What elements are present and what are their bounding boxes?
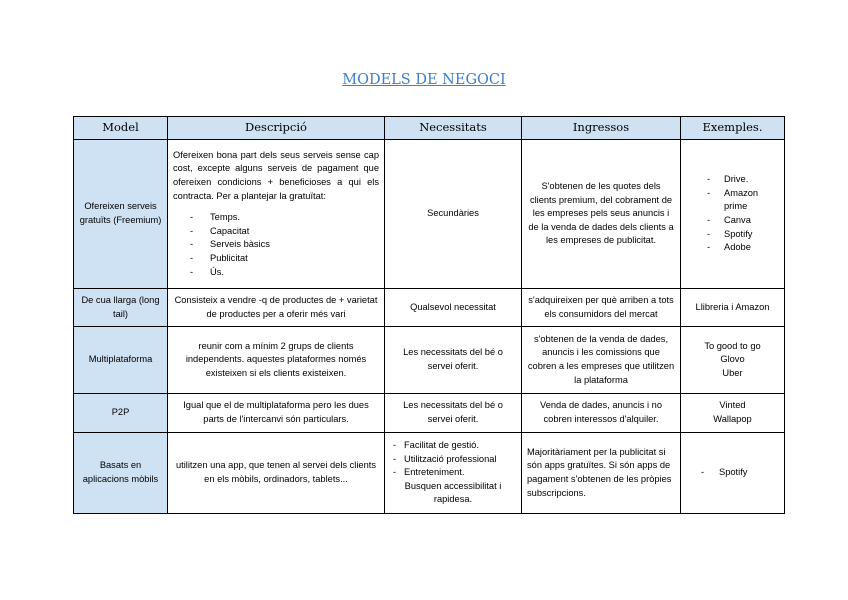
list-item: - Serveis bàsics — [173, 238, 379, 252]
dash-marker: - — [701, 467, 705, 478]
list-item: - Amazon prime — [686, 187, 779, 214]
needs-cell: Les necessitats del bé o servei oferit. — [385, 394, 522, 433]
example-item: Wallapop — [713, 414, 752, 424]
list-item: - Temps. — [173, 211, 379, 225]
model-cell: Ofereixen serveis gratuïts (Freemium) — [74, 140, 168, 289]
header-needs: Necessitats — [385, 117, 522, 140]
table-row — [74, 327, 785, 394]
example-item: Glovo — [720, 354, 745, 365]
description-cell: utilitzen una app, que tenen al servei dels clients en els mòbils, ordinadors, tablets... — [168, 433, 385, 514]
example-item: Uber — [722, 367, 743, 378]
examples-cell — [681, 327, 785, 394]
model-cell: Multiplataforma — [74, 327, 168, 394]
example-item: Spotify — [719, 467, 748, 478]
examples-cell — [681, 394, 785, 433]
description-cell: Igual que el de multiplataforma pero les dues parts de l'intercanvi són particulars. — [168, 394, 385, 433]
list-item: - Canva — [686, 214, 779, 228]
needs-cell: Les necessitats del bé o servei oferit. — [385, 327, 522, 394]
header-income: Ingressos — [522, 117, 681, 140]
business-models-table — [73, 116, 785, 514]
example-item: Vinted — [719, 400, 746, 411]
header-row — [74, 117, 785, 140]
list-item: - Adobe — [686, 241, 779, 255]
needs-cell — [385, 433, 522, 514]
page-title: MODELS DE NEGOCI — [342, 72, 506, 88]
description-cell: Consisteix a vendre -q de productes de + varietat de productes per a oferir més vari — [168, 289, 385, 327]
income-cell: Venda de dades, anuncis i no cobren interessos d'alquiler. — [522, 394, 681, 433]
list-item: - Spotify — [686, 228, 779, 242]
examples-cell: Llibreria i Amazon — [681, 289, 785, 327]
description-cell — [168, 140, 385, 289]
header-examples: Exemples. — [681, 117, 785, 140]
table-row — [74, 394, 785, 433]
header-description: Descripció — [168, 117, 385, 140]
list-item: - Utilització professional — [390, 453, 516, 467]
income-cell: S'obtenen de les quotes dels clients premium, del cobrament de les empreses pels seus anuncis i de la venda de dades dels clients a les empreses de publicitat. — [522, 140, 681, 289]
table-row — [74, 140, 785, 289]
income-cell: Majoritàriament per la publicitat si són apps gratuïtes. Si són apps de pagament s'obtenen de les pròpies subscripcions. — [522, 433, 681, 514]
list-item: - Ús. — [173, 266, 379, 280]
model-cell: P2P — [74, 394, 168, 433]
list-item: - Publicitat — [173, 252, 379, 266]
income-cell: s'adquireixen per què arriben a tots els consumidors del mercat — [522, 289, 681, 327]
description-cell: reunir com a mínim 2 grups de clients independents. aquestes plataformes només existeixen si els clients existeixen. — [168, 327, 385, 394]
list-item: - Facilitat de gestió. — [390, 439, 516, 453]
description-list — [173, 211, 379, 279]
examples-cell — [681, 433, 785, 514]
needs-extra-text: Busquen accessibilitat i rapidesa. — [404, 480, 502, 505]
model-cell: De cua llarga (long tail) — [74, 289, 168, 327]
list-item: - Capacitat — [173, 225, 379, 239]
table-row — [74, 289, 785, 327]
list-item: - Drive. — [686, 173, 779, 187]
examples-list — [686, 173, 779, 255]
model-cell: Basats en aplicacions mòbils — [74, 433, 168, 514]
needs-list — [390, 439, 516, 480]
header-model: Model — [74, 117, 168, 140]
income-cell: s'obtenen de la venda de dades, anuncis i les comissions que cobren a les empreses que utilitzen la plataforma — [522, 327, 681, 394]
needs-cell: Qualsevol necessitat — [385, 289, 522, 327]
description-text: Ofereixen bona part dels seus serveis sense cap cost, excepte alguns serveis de pagament que ofereixen condicions + beneficioses a qui els contracta. Per a plantejar la gratuïtat: — [173, 149, 379, 201]
list-item: - Entreteniment. — [390, 466, 516, 480]
needs-cell: Secundàries — [385, 140, 522, 289]
examples-cell — [681, 140, 785, 289]
table-row — [74, 433, 785, 514]
example-item: To good to go — [704, 340, 761, 351]
